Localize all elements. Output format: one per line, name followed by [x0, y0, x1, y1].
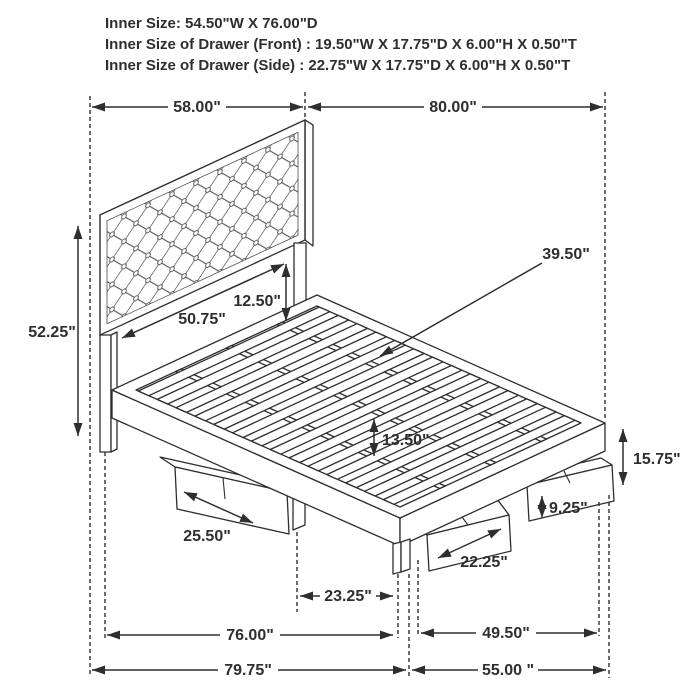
dim-headboard-panel-width: 50.75": [178, 311, 226, 328]
dim-headboard-width: 58.00": [173, 99, 221, 116]
inner-size-note: Inner Size: 54.50"W X 76.00"D: [105, 15, 318, 32]
dim-platform-height: 13.50": [382, 432, 430, 449]
headboard-left-leg: [100, 335, 111, 452]
dim-frame-depth: 76.00": [226, 627, 274, 644]
dim-slat-length: 39.50": [542, 246, 590, 263]
dim-headboard-to-platform-gap: 12.50": [233, 293, 281, 310]
headboard-side-edge: [305, 120, 313, 246]
dim-drawer-front-height: 9.25": [549, 500, 588, 517]
dim-headboard-height: 52.25": [28, 324, 76, 341]
dim-overall-width: 55.00 ": [481, 662, 535, 679]
dim-front-drawer-front-width: 22.25": [460, 554, 508, 571]
foot-leg-front: [393, 542, 401, 574]
dim-leg-offset: 23.25": [324, 588, 372, 605]
foot-leg-side: [401, 539, 410, 572]
dim-side-drawer-front-width: 25.50": [183, 528, 231, 545]
dim-overall-depth: 79.75": [224, 662, 272, 679]
header-notes: [105, 15, 577, 74]
side-drawer-size-note: Inner Size of Drawer (Side) : 22.75"W X 17.75"D X 6.00"H X 0.50"T: [105, 57, 571, 74]
dim-side-rail-height: 15.75": [633, 451, 681, 468]
front-drawer-size-note: Inner Size of Drawer (Front) : 19.50"W X 17.75"D X 6.00"H X 0.50"T: [105, 36, 577, 53]
dim-foot-section-width: 49.50": [482, 625, 530, 642]
dim-bed-depth-top: 80.00": [429, 99, 477, 116]
